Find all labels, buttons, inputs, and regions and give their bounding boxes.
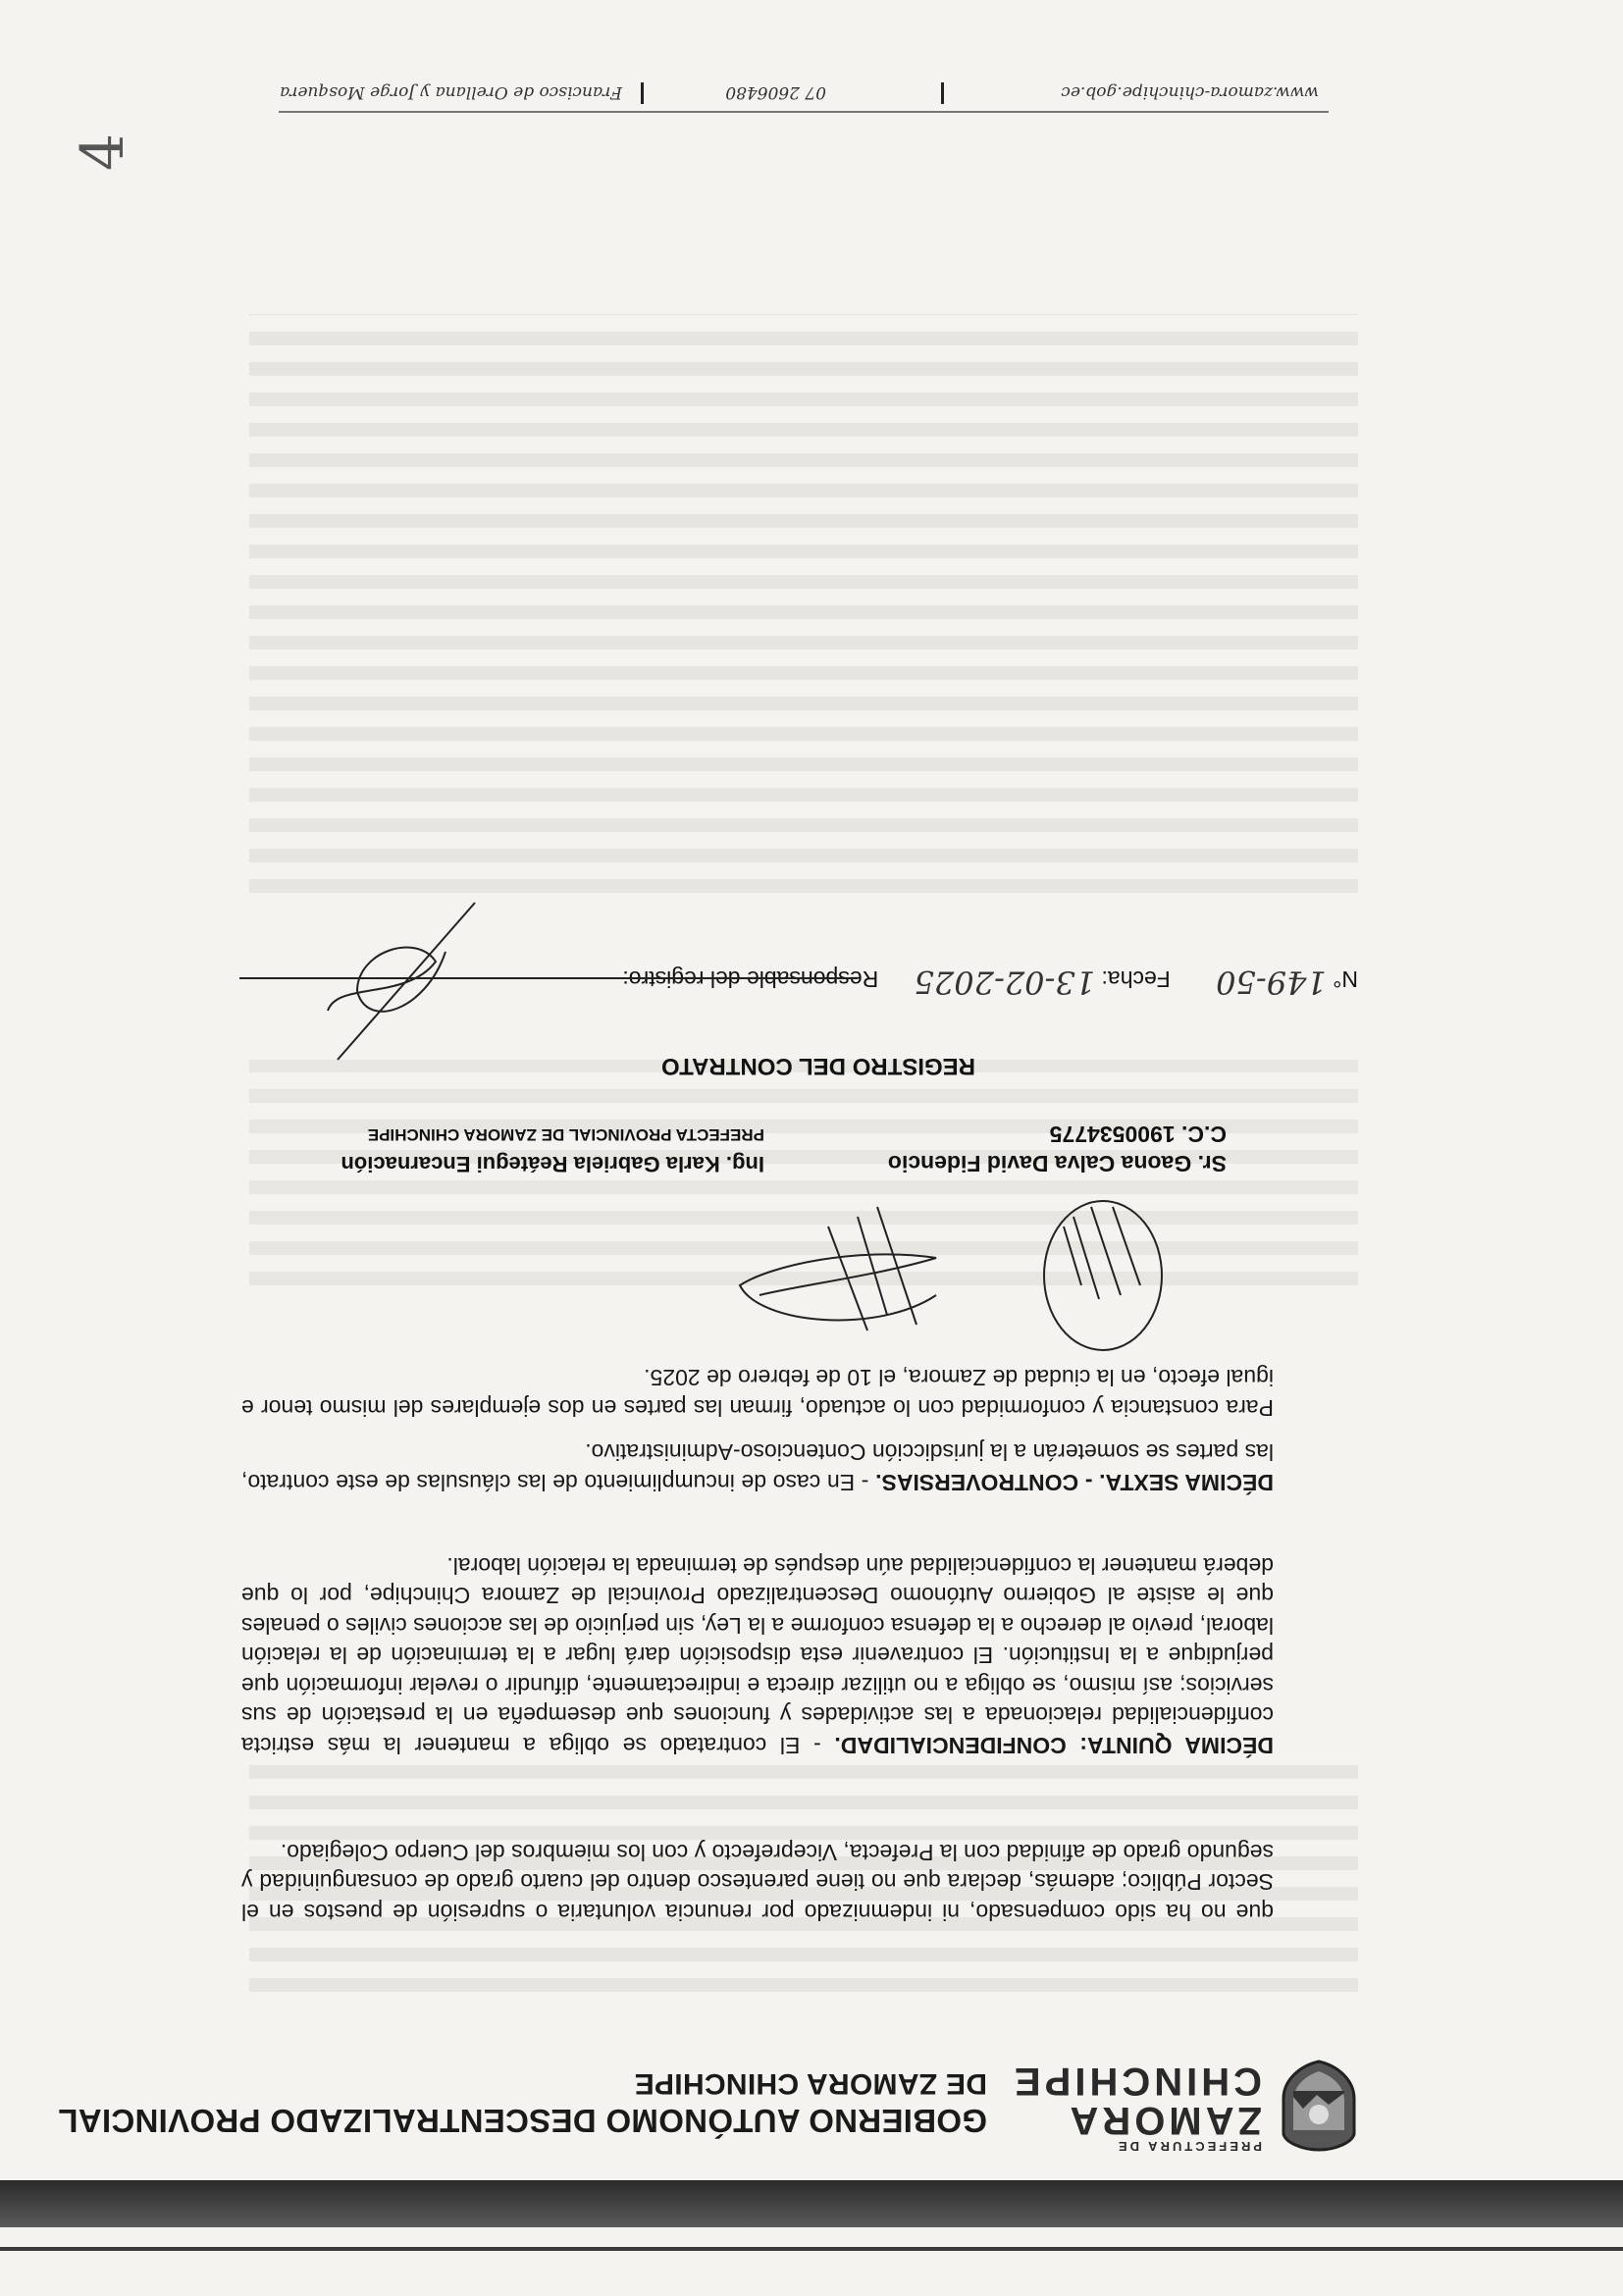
footer-rule xyxy=(279,111,1329,113)
footer-separator xyxy=(941,82,944,104)
registry-signature-graphic xyxy=(308,883,504,1070)
signatory-left-name: Ing. Karla Gabriela Reátegui Encarnación xyxy=(340,1152,764,1176)
clause-fifteenth xyxy=(241,1551,1274,1761)
footer-address: Francisco de Orellana y Jorge Mosquera xyxy=(280,82,622,102)
registry-date-value: 13-02-2025 xyxy=(914,964,1096,1001)
header-title-line-1: GOBIERNO AUTÓNOMO DESCENTRALIZADO PROVINCIAL xyxy=(58,2103,987,2139)
closing-statement xyxy=(241,1363,1274,1423)
clause-intro xyxy=(241,1838,1274,1928)
clause-sixteenth xyxy=(241,1437,1274,1497)
fifteenth-title: DÉCIMA QUINTA: CONFIDENCIALIDAD. xyxy=(834,1733,1274,1758)
header-rule xyxy=(0,2247,1623,2251)
registry-responsible-label: Responsable del registro: xyxy=(622,966,879,992)
logo-small-text: PREFECTURA DE xyxy=(1115,2139,1262,2154)
registry-date-label: Fecha: xyxy=(1101,966,1171,992)
fifteenth-text: - El contratado se obliga a mantener la más estricta confidencialidad relacionada a las actividades y funciones que desempeña en la prestación de sus servicios; así mismo, se obliga a no utilizar directa e indirectamente, difundir o revelar información que perjudique a la Institución. El contravenir esta disposición dará lugar a la terminación de la relación laboral, previo al derecho a la defensa conforme a la Ley, sin perjuicio de las acciones civiles o penales que le asiste al Gobierno Autónomo Descentralizado Provincial de Zamora Chinchipe, por lo que deberá mantener la confidencialidad aún después de terminada la relación laboral. xyxy=(240,1553,1274,1758)
signatory-left-role: PREFECTA PROVINCIAL DE ZAMORA CHINCHIPE xyxy=(367,1125,764,1144)
header-band xyxy=(0,2180,1623,2227)
logo-wordmark xyxy=(1007,2061,1262,2153)
registry-number-label: N° xyxy=(1333,966,1358,992)
footer-phone: 07 2606480 xyxy=(725,82,826,102)
fifteenth-paragraph xyxy=(241,1551,1274,1761)
registry-title: REGISTRO DEL CONTRATO xyxy=(660,1053,975,1079)
sixteenth-title: DÉCIMA SEXTA. - CONTROVERSIAS. xyxy=(875,1470,1274,1495)
sixteenth-text: - En caso de incumplimiento de las cláusulas de este contrato, las partes se someterán a la jurisdicción Contencioso-Administrativo. xyxy=(241,1439,1274,1495)
signature-graphics xyxy=(720,1158,1230,1354)
bleed-through-texture xyxy=(249,314,1358,903)
registry-number-value: 149-50 xyxy=(1216,964,1327,1001)
coat-of-arms-icon xyxy=(1280,2060,1358,2154)
margin-handwritten-mark: 4 xyxy=(68,132,137,172)
footer-separator xyxy=(641,82,644,104)
logo-line-2: CHINCHIPE xyxy=(1010,2060,1262,2103)
signatory-right-name: Sr. Gaona Calva David Fidencio xyxy=(887,1151,1227,1176)
logo-line-1: ZAMORA xyxy=(1066,2099,1262,2142)
signatory-right-id: C.C. 1900534775 xyxy=(1049,1122,1227,1147)
header-title-line-2: DE ZAMORA CHINCHIPE xyxy=(634,2067,987,2100)
footer-web: www.zamora-chinchipe.gob.ec xyxy=(1061,82,1319,102)
closing-paragraph: Para constancia y conformidad con lo actuado, firman las partes en dos ejemplares del mismo tenor e igual efecto, en la ciudad de Zamora, el 10 de febrero de 2025. xyxy=(241,1365,1274,1421)
sixteenth-paragraph xyxy=(241,1437,1274,1497)
intro-paragraph: que no ha sido compensado, ni indemnizado por renuncia voluntaria o supresión de puestos en el Sector Público; además, declara que no tiene parentesco dentro del cuarto grado de consanguinidad y segundo grado de afinidad con la Prefecta, Viceprefecto y con los miembros del Cuerpo Colegiado. xyxy=(241,1840,1274,1925)
